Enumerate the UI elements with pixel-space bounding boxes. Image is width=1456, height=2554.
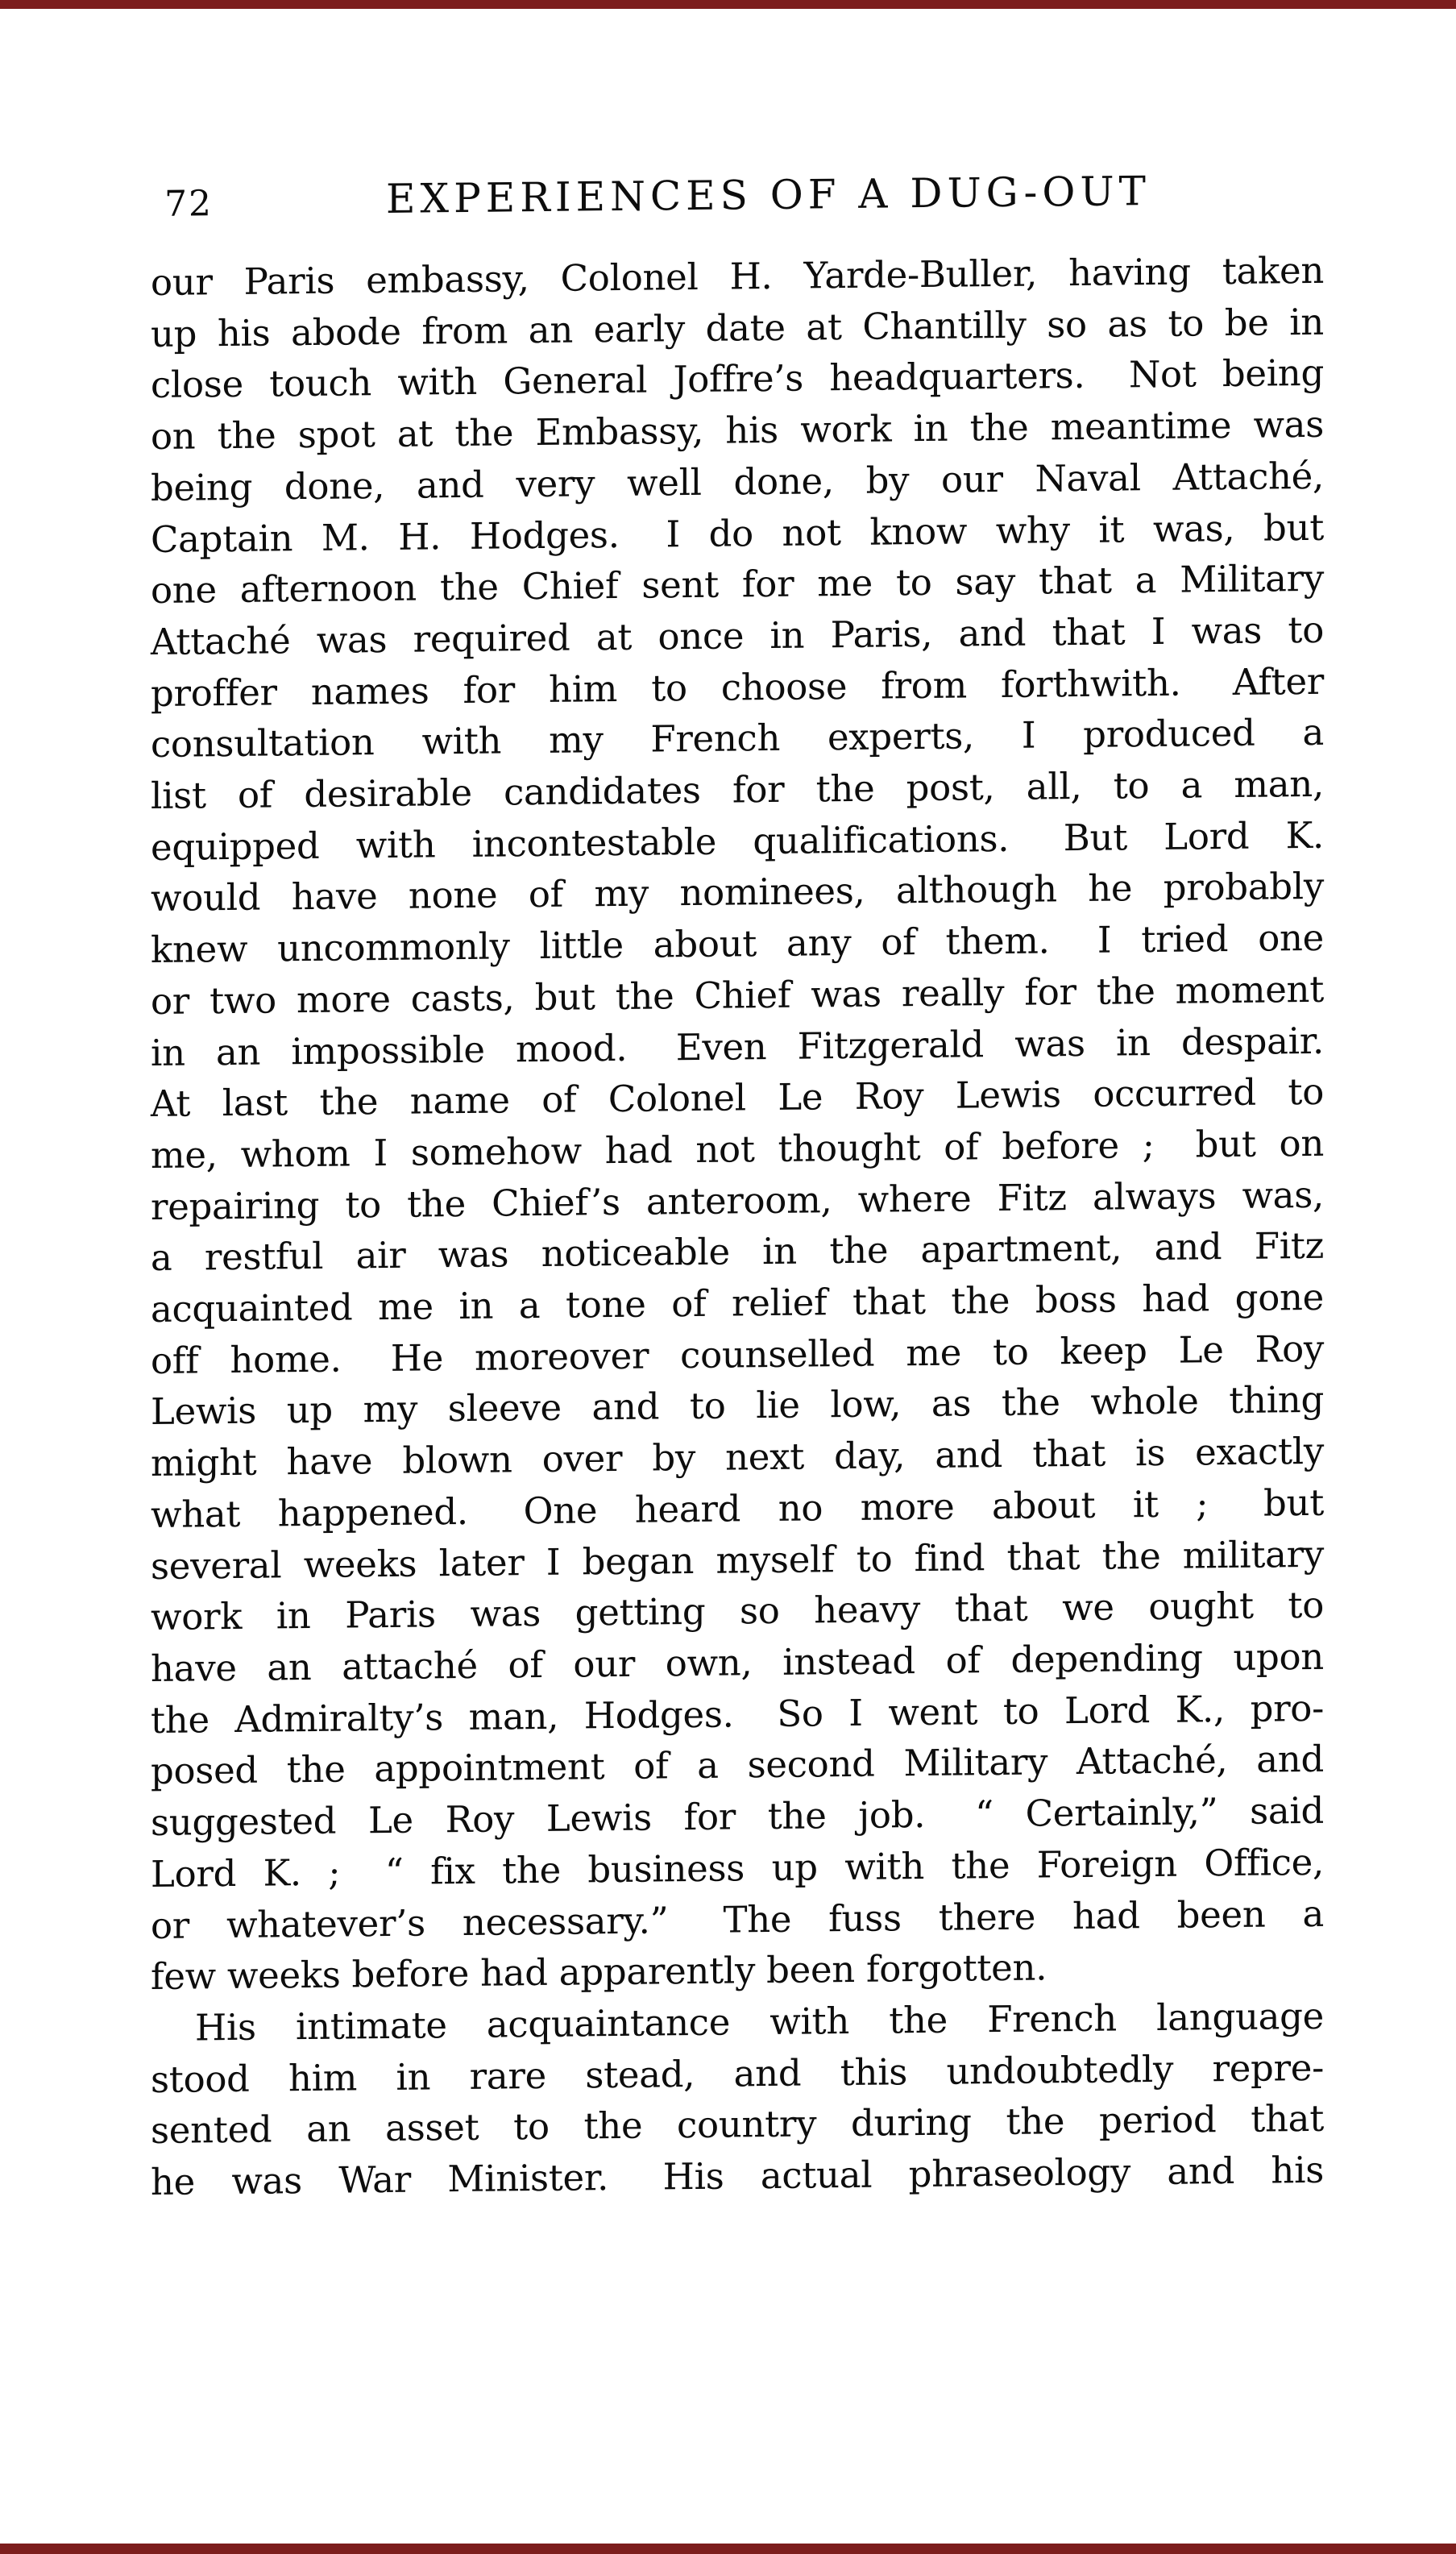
- body-line: me, whom I somehow had not thought of before ; but on: [151, 1121, 1324, 1177]
- body-line: or two more casts, but the Chief was really for the moment: [151, 967, 1324, 1023]
- body-line: suggested Le Roy Lewis for the job. “ Certainly,” said: [151, 1788, 1324, 1845]
- body-line: or whatever’s necessary.” The fuss there had been a: [151, 1892, 1324, 1947]
- body-line: stood him in rare stead, and this undoubtedly repre-: [151, 2045, 1324, 2101]
- body-line: have an attaché of our own, instead of depending upon: [151, 1634, 1324, 1691]
- page-header: [151, 0, 1324, 240]
- body-line: repairing to the Chief’s anteroom, where Fitz always was,: [151, 1173, 1324, 1228]
- body-text: [151, 245, 1324, 2208]
- body-line: acquainted me in a tone of relief that the boss had gone: [151, 1275, 1324, 1331]
- body-line: work in Paris was getting so heavy that we ought to: [151, 1584, 1324, 1639]
- body-line: one afternoon the Chief sent for me to say that a Military: [151, 557, 1324, 613]
- page-number: 72: [164, 183, 213, 225]
- body-line: being done, and very well done, by our Naval Attaché,: [151, 454, 1324, 509]
- body-line: His intimate acquaintance with the French language: [195, 1994, 1324, 2049]
- body-line: a restful air was noticeable in the apartment, and Fitz: [151, 1224, 1324, 1280]
- scan-edge-bottom: [0, 2544, 1456, 2554]
- body-line: might have blown over by next day, and that is exactly: [151, 1429, 1324, 1485]
- body-line: proffer names for him to choose from forthwith. After: [151, 659, 1324, 715]
- body-line: equipped with incontestable qualifications. But Lord K.: [151, 813, 1324, 869]
- body-line: several weeks later I began myself to find that the military: [151, 1532, 1324, 1588]
- body-line: Lewis up my sleeve and to lie low, as the whole thing: [151, 1378, 1324, 1434]
- body-line: in an impossible mood. Even Fitzgerald was in despair.: [151, 1019, 1324, 1074]
- body-line: close touch with General Joffre’s headquarters. Not being: [151, 351, 1324, 407]
- body-line: few weeks before had apparently been forgotten.: [151, 1946, 1047, 1999]
- body-line: Captain M. H. Hodges. I do not know why it was, but: [151, 505, 1324, 561]
- body-line: posed the appointment of a second Military Attaché, and: [151, 1738, 1324, 1793]
- body-line: Lord K. ; “ fix the business up with the Foreign Office,: [151, 1840, 1324, 1896]
- body-line: the Admiralty’s man, Hodges. So I went to Lord K., pro-: [151, 1686, 1324, 1742]
- body-line: our Paris embassy, Colonel H. Yarde-Buller, having taken: [151, 248, 1324, 305]
- running-header: EXPERIENCES OF A DUG-OUT: [386, 168, 1151, 222]
- body-line: what happened. One heard no more about it ; but: [151, 1480, 1324, 1536]
- body-line: would have none of my nominees, although he probably: [151, 865, 1324, 920]
- body-line: At last the name of Colonel Le Roy Lewis occurred to: [151, 1070, 1324, 1126]
- body-line: up his abode from an early date at Chantilly so as to be in: [151, 300, 1324, 355]
- body-line: Attaché was required at once in Paris, and that I was to: [151, 608, 1324, 663]
- body-line: off home. He moreover counselled me to keep Le Roy: [151, 1327, 1324, 1382]
- body-line: knew uncommonly little about any of them. I tried one: [151, 916, 1324, 972]
- body-line: consultation with my French experts, I produced a: [151, 711, 1324, 766]
- body-line: sented an asset to the country during the period that: [151, 2097, 1324, 2153]
- body-line: on the spot at the Embassy, his work in the meantime was: [151, 402, 1324, 459]
- body-line: he was War Minister. His actual phraseology and his: [151, 2148, 1324, 2204]
- body-line: list of desirable candidates for the post, all, to a man,: [151, 762, 1324, 818]
